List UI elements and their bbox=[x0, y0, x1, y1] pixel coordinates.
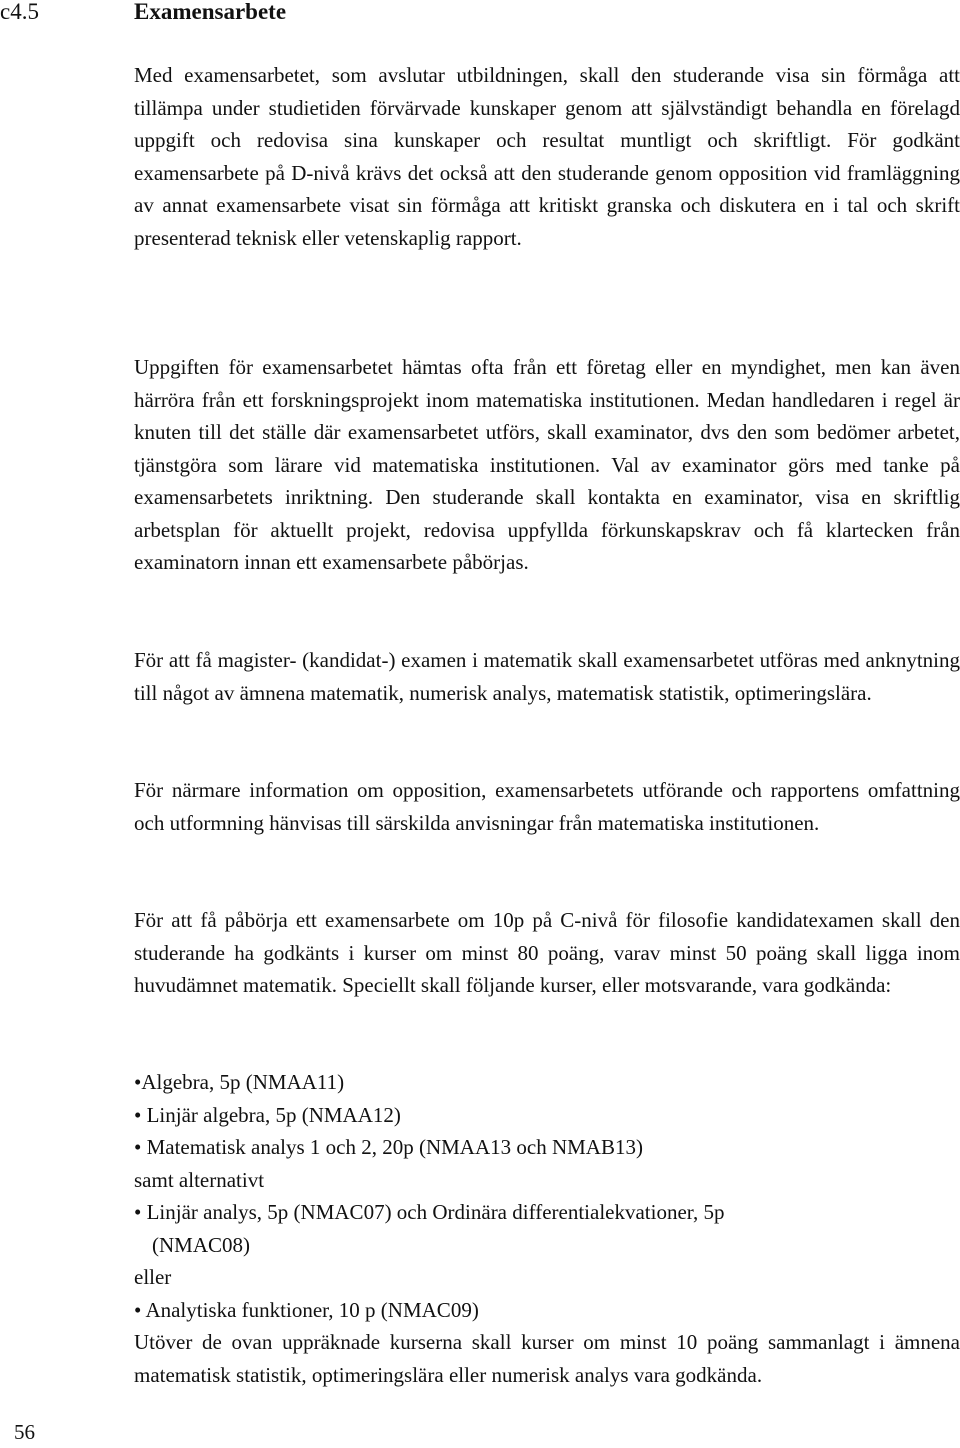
list-item: • Matematisk analys 1 och 2, 20p (NMAA13 och NMAB13) bbox=[134, 1135, 643, 1159]
paragraph-closing: Utöver de ovan uppräknade kurserna skall kurser om minst 10 poäng sammanlagt i ämnena matematisk statistik, optimeringslära eller numerisk analys vara godkända. bbox=[134, 1330, 960, 1387]
list-item: •Algebra, 5p (NMAA11) bbox=[134, 1070, 345, 1094]
list-connector: eller bbox=[134, 1265, 172, 1289]
paragraph-degree: För att få magister- (kandidat-) examen i matematik skall examensarbetet utföras med anknytning till något av ämnena matematik, numerisk analys, matematisk statistik, optimeringslära. bbox=[134, 648, 960, 705]
section-number: c4.5 bbox=[0, 0, 39, 24]
list-item: • Linjär algebra, 5p (NMAA12) bbox=[134, 1102, 401, 1127]
list-item: • Analytiska funktioner, 10 p (NMAC09) bbox=[134, 1297, 479, 1322]
paragraph-intro: Med examensarbetet, som avslutar utbildningen, skall den studerande visa sin förmåga att tillämpa under studietiden förvärvade kunskaper genom att självständigt behandla en förelagd uppgift och redovisa sina kunskaper och resultat muntligt och skriftligt. För godkänt examensarbete på D-nivå krävs det också att den studerande genom opposition vid framläggning av annat examensarbete visat sin förmåga att kritiskt granska och diskutera en i tal och skrift presenterad teknisk eller vetenskaplig rapport. bbox=[134, 63, 960, 250]
paragraph-assignment: Uppgiften för examensarbetet hämtas ofta från ett företag eller en myndighet, men kan även härröra från ett forskningsprojekt inom matematiska institutionen. Medan handledaren i regel är knuten till det ställe där examensarbetet utförs, skall examinator, dvs den som bedömer arbetet, tjänstgöra som lärare vid matematiska institutionen. Val av examinator görs med tanke på examensarbetets inriktning. Den studerande skall kontakta en examinator, visa en skriftlig arbetsplan för aktuellt projekt, redovisa uppfyllda förkunskapskrav och få klartecken från examinatorn innan ett examensarbete påbörjas. bbox=[134, 355, 960, 574]
list-connector: samt alternativt bbox=[134, 1167, 265, 1192]
paragraph-prerequisites: För att få påbörja ett examensarbete om 10p på C-nivå för filosofie kandidatexamen skall den studerande ha godkänts i kurser om minst 80 poäng, varav minst 50 poäng skall ligga inom huvudämnet matematik. Speciellt skall följande kurser, eller motsvarande, vara godkända: bbox=[134, 908, 960, 997]
section-title: Examensarbete bbox=[134, 0, 287, 24]
page-number: 56 bbox=[14, 1420, 35, 1444]
list-item: • Linjär analys, 5p (NMAC07) och Ordinära differentialekvationer, 5p bbox=[134, 1200, 725, 1224]
list-item-continuation: (NMAC08) bbox=[152, 1232, 250, 1257]
course-list bbox=[134, 1066, 960, 1326]
paragraph-information: För närmare information om opposition, examensarbetets utförande och rapportens omfattning och utformning hänvisas till särskilda anvisningar från matematiska institutionen. bbox=[134, 778, 960, 835]
